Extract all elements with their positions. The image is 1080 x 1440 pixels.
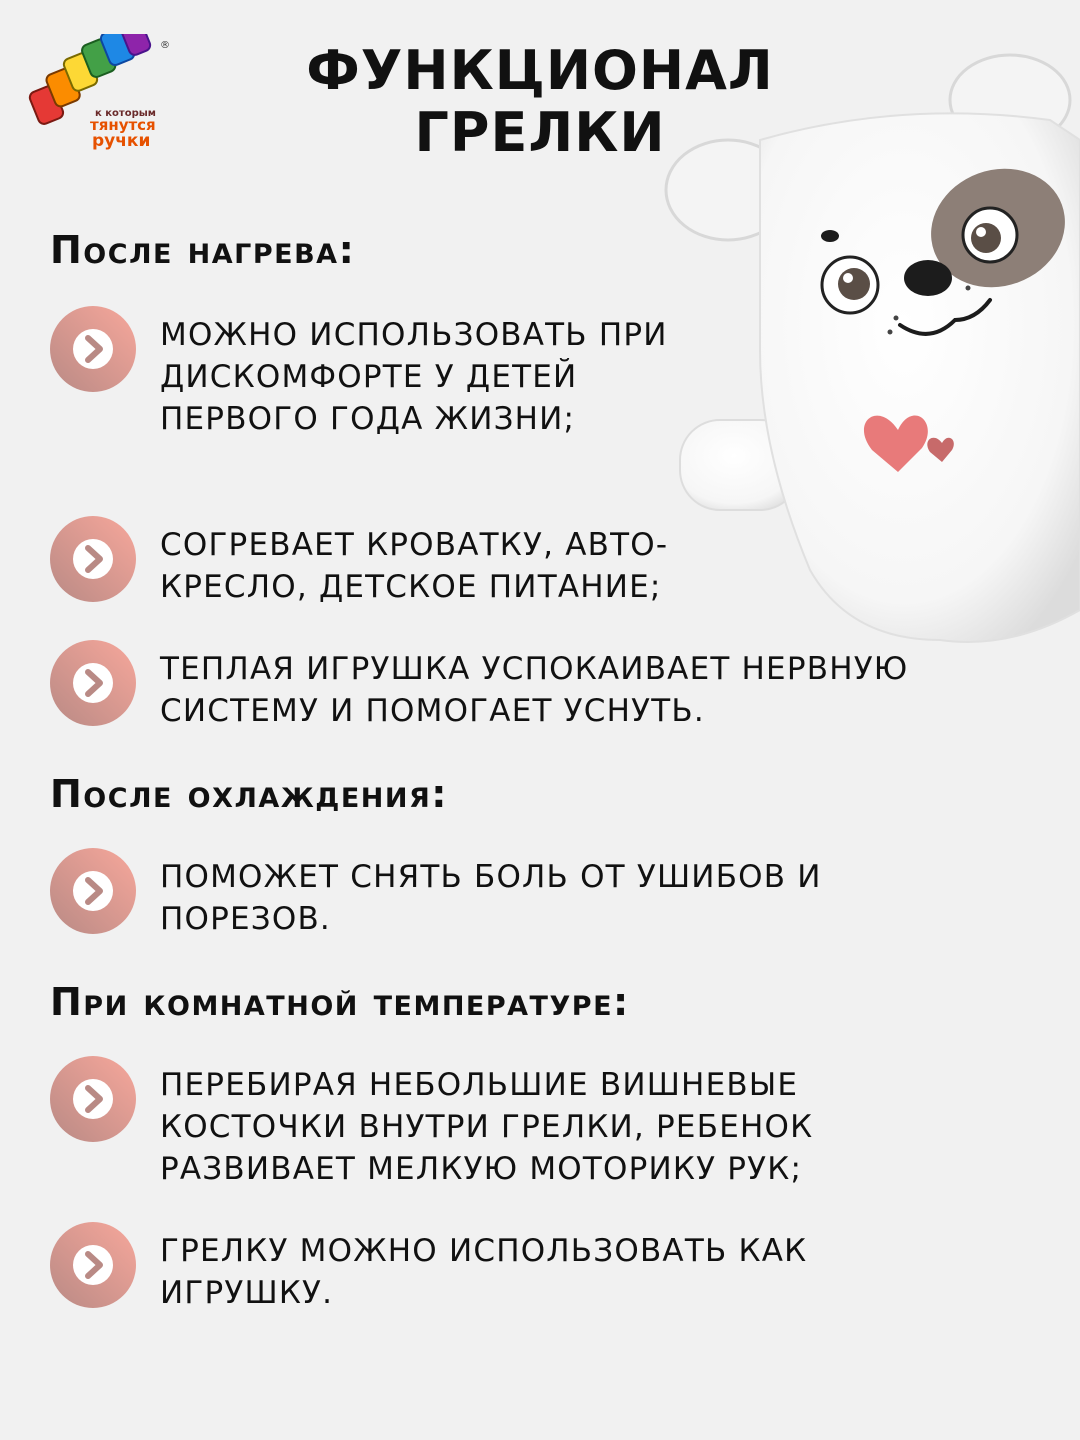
list-item-text: СОГРЕВАЕТ КРОВАТКУ, АВТО-КРЕСЛО, ДЕТСКОЕ ПИТАНИЕ; <box>160 527 669 605</box>
title-line-2: ГРЕЛКИ <box>414 101 666 164</box>
chevron-right-icon <box>50 306 136 392</box>
chevron-right-icon <box>50 1056 136 1142</box>
title-line-1: ФУНКЦИОНАЛ <box>306 39 774 102</box>
chevron-right-icon <box>50 1222 136 1308</box>
chevron-right-icon <box>50 848 136 934</box>
list-item-text: МОЖНО ИСПОЛЬЗОВАТЬ ПРИ ДИСКОМФОРТЕ У ДЕТЕЙ ПЕРВОГО ГОДА ЖИЗНИ; <box>160 317 668 437</box>
svg-text:к которым: к которым <box>95 108 156 119</box>
chevron-right-icon <box>50 516 136 602</box>
chevron-right-icon <box>50 640 136 726</box>
svg-text:ручки: ручки <box>92 131 151 151</box>
section-heading-room-temperature: При комнатной температуре: <box>50 980 630 1024</box>
svg-text:®: ® <box>160 40 170 51</box>
list-item-text: ТЕПЛАЯ ИГРУШКА УСПОКАИВАЕТ НЕРВНУЮ СИСТЕМУ И ПОМОГАЕТ УСНУТЬ. <box>160 651 909 729</box>
section-heading-after-heating: После нагрева: <box>50 228 356 272</box>
svg-text:тянутся: тянутся <box>90 116 156 134</box>
list-item-text: ПОМОЖЕТ СНЯТЬ БОЛЬ ОТ УШИБОВ И ПОРЕЗОВ. <box>160 859 822 937</box>
brand-logo <box>20 34 170 154</box>
list-item-text: ГРЕЛКУ МОЖНО ИСПОЛЬЗОВАТЬ КАК ИГРУШКУ. <box>160 1233 808 1311</box>
list-item-text: ПЕРЕБИРАЯ НЕБОЛЬШИЕ ВИШНЕВЫЕ КОСТОЧКИ ВНУТРИ ГРЕЛКИ, РЕБЕНОК РАЗВИВАЕТ МЕЛКУЮ МОТОРИКУ РУК; <box>160 1067 814 1187</box>
section-heading-after-cooling: После охлаждения: <box>50 772 448 816</box>
